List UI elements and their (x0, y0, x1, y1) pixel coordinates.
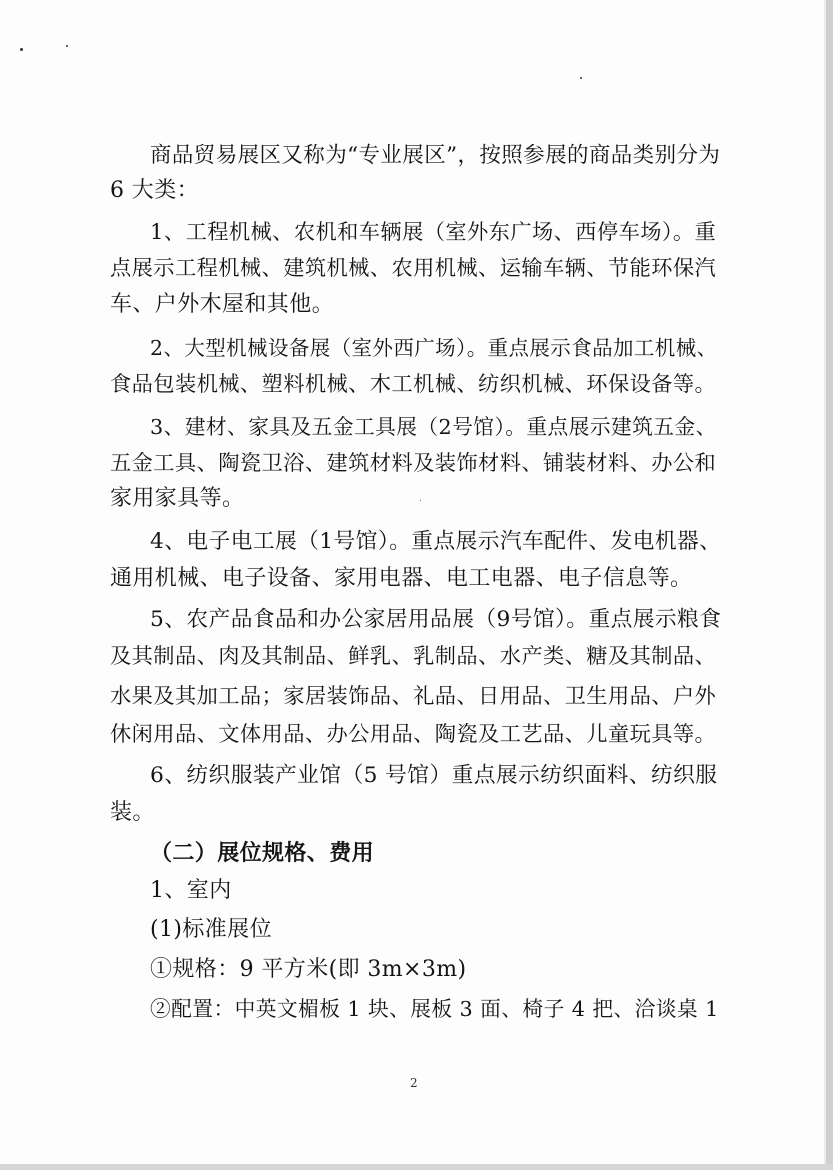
section-heading: （二）展位规格、费用 (150, 840, 375, 866)
scan-speck (66, 45, 68, 47)
booth-spec: ①规格：9 平方米(即 3m×3m) (150, 957, 467, 982)
intro-line-1: 商品贸易展区又称为“专业展区”，按照参展的商品类别分为 (150, 143, 721, 168)
subsection-indoor: 1、室内 (150, 878, 232, 903)
item-4-line-2: 通用机械、电子设备、家用电器、电工电器、电子信息等。 (110, 566, 693, 591)
scan-edge-bottom (0, 1164, 833, 1170)
scan-speck (20, 48, 23, 51)
item-1-line-2: 点展示工程机械、建筑机械、农用机械、运输车辆、节能环保汽 (110, 256, 717, 281)
item-3-line-2: 五金工具、陶瓷卫浴、建筑材料及装饰材料、铺装材料、办公和 (110, 451, 717, 476)
item-5-line-4: 休闲用品、文体用品、办公用品、陶瓷及工艺品、儿童玩具等。 (110, 722, 717, 747)
scan-edge-right (826, 0, 833, 1170)
item-2-line-2: 食品包装机械、塑料机械、木工机械、纺织机械、环保设备等。 (110, 372, 717, 397)
subsection-standard-booth: (1)标准展位 (150, 917, 272, 942)
booth-config: ②配置：中英文楣板 1 块、展板 3 面、椅子 4 把、洽谈桌 1 (150, 997, 719, 1021)
item-1-line-3: 车、户外木屋和其他。 (110, 292, 335, 317)
scan-edge-shadow (824, 0, 826, 1170)
item-5-line-1: 5、农产品食品和办公家居用品展（9号馆）。重点展示粮食 (150, 607, 722, 632)
item-3-line-3: 家用家具等。 (110, 486, 245, 511)
scan-speck (420, 500, 421, 501)
item-5-line-3: 水果及其加工品；家居装饰品、礼品、日用品、卫生用品、户外 (110, 684, 717, 709)
item-5-line-2: 及其制品、肉及其制品、鲜乳、乳制品、水产类、糖及其制品、 (110, 644, 717, 669)
item-3-line-1: 3、建材、家具及五金工具展（2号馆）。重点展示建筑五金、 (150, 415, 717, 439)
item-6-line-1: 6、纺织服装产业馆（5 号馆）重点展示纺织面料、纺织服 (150, 763, 718, 788)
scan-speck (580, 77, 582, 79)
item-4-line-1: 4、电子电工展（1号馆）。重点展示汽车配件、发电机器、 (150, 529, 722, 554)
item-2-line-1: 2、大型机械设备展（室外西广场）。重点展示食品加工机械、 (150, 336, 718, 360)
intro-line-2: 6 大类： (110, 178, 199, 203)
page-number: 2 (410, 1076, 418, 1090)
item-6-line-2: 装。 (110, 800, 155, 825)
item-1-line-1: 1、工程机械、农机和车辆展（室外东广场、西停车场）。重 (150, 220, 717, 245)
